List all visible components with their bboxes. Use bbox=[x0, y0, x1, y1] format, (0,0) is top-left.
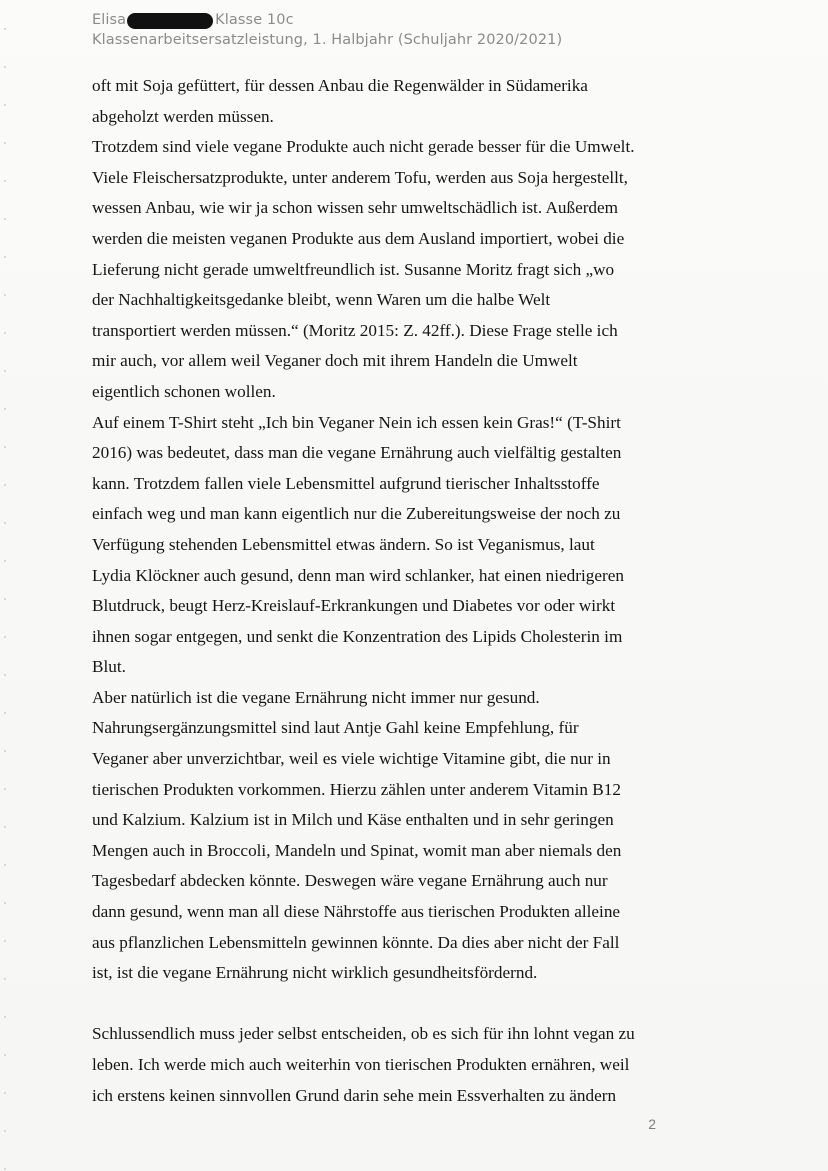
text-line: kann. Trotzdem fallen viele Lebensmittel aufgrund tierischer Inhaltsstoffe bbox=[92, 473, 600, 493]
paragraph bbox=[92, 132, 672, 407]
text-line: Verfügung stehenden Lebensmittel etwas ändern. So ist Veganismus, laut bbox=[92, 534, 595, 554]
text-line: der Nachhaltigkeitsgedanke bleibt, wenn Waren um die halbe Welt bbox=[92, 290, 551, 310]
paragraph bbox=[92, 71, 672, 132]
text-line: transportiert werden müssen.“ (Moritz 2015: Z. 42ff.). Diese Frage stelle ich bbox=[92, 320, 618, 340]
text-line: Auf einem T-Shirt steht „Ich bin Veganer Nein ich essen kein Gras!“ (T-Shirt bbox=[92, 412, 621, 432]
text-line: Blutdruck, beugt Herz-Kreislauf-Erkrankungen und Diabetes vor oder wirkt bbox=[92, 596, 616, 616]
page-number: 2 bbox=[648, 1116, 656, 1132]
paragraph bbox=[92, 408, 672, 683]
text-line: und Kalzium. Kalzium ist in Milch und Käse enthalten und in sehr geringen bbox=[92, 810, 614, 830]
text-line: Lieferung nicht gerade umweltfreundlich ist. Susanne Moritz fragt sich „wo bbox=[92, 259, 615, 279]
header-name-row bbox=[92, 10, 562, 30]
text-line: aus pflanzlichen Lebensmitteln gewinnen könnte. Da dies aber nicht der Fall bbox=[92, 932, 620, 952]
text-line: Mengen auch in Broccoli, Mandeln und Spinat, womit man aber niemals den bbox=[92, 840, 622, 860]
student-name: Elisa bbox=[92, 12, 127, 28]
text-line: dann gesund, wenn man all diese Nährstoffe aus tierischen Produkten alleine bbox=[92, 902, 621, 922]
text-line: leben. Ich werde mich auch weiterhin von tierischen Produkten ernähren, weil bbox=[92, 1055, 630, 1074]
text-line: Aber natürlich ist die vegane Ernährung nicht immer nur gesund. bbox=[92, 687, 540, 707]
text-line: ich erstens keinen sinnvollen Grund darin sehe mein Essverhalten zu ändern bbox=[92, 1085, 617, 1105]
redacted-surname bbox=[127, 13, 213, 29]
text-line: werden die meisten veganen Produkte aus dem Ausland importiert, wobei die bbox=[92, 228, 625, 248]
text-line: einfach weg und man kann eigentlich nur die Zubereitungsweise der noch zu bbox=[92, 504, 621, 524]
text-line: ihnen sogar entgegen, und senkt die Konzentration des Lipids Cholesterin im bbox=[92, 626, 623, 646]
text-line: 2016) was bedeutet, dass man die vegane Ernährung auch vielfältig gestalten bbox=[92, 443, 622, 463]
paragraph bbox=[92, 1019, 672, 1111]
text-line: ist, ist die vegane Ernährung nicht wirklich gesundheitsfördernd. bbox=[92, 963, 538, 983]
page-header bbox=[92, 10, 562, 50]
text-line: Trotzdem sind viele vegane Produkte auch nicht gerade besser für die Umwelt. bbox=[92, 137, 635, 157]
header-subtitle: Klassenarbeitsersatzleistung, 1. Halbjahr (Schuljahr 2020/2021) bbox=[92, 32, 563, 48]
text-line: Blut. bbox=[92, 657, 126, 677]
paragraph-gap bbox=[92, 989, 672, 1020]
text-line: Lydia Klöckner auch gesund, denn man wird schlanker, hat einen niedrigeren bbox=[92, 565, 624, 585]
text-line: oft mit Soja gefüttert, für dessen Anbau die Regenwälder in Südamerika bbox=[92, 76, 588, 95]
text-line: Schlussendlich muss jeder selbst entscheiden, ob es sich für ihn lohnt vegan zu bbox=[92, 1024, 635, 1044]
class-label: Klasse 10c bbox=[215, 12, 294, 28]
text-line: wessen Anbau, wie wir ja schon wissen sehr umweltschädlich ist. Außerdem bbox=[92, 198, 619, 218]
paragraph bbox=[92, 683, 672, 989]
text-line: Tagesbedarf abdecken könnte. Deswegen wäre vegane Ernährung auch nur bbox=[92, 871, 608, 891]
text-line: Veganer aber unverzichtbar, weil es viele wichtige Vitamine gibt, die nur in bbox=[92, 749, 611, 769]
text-line: Viele Fleischersatzprodukte, unter anderem Tofu, werden aus Soja hergestellt, bbox=[92, 167, 628, 187]
text-line: Nahrungsergänzungsmittel sind laut Antje Gahl keine Empfehlung, für bbox=[92, 718, 579, 738]
text-line: abgeholzt werden müssen. bbox=[92, 106, 274, 126]
margin-dots bbox=[0, 0, 8, 1171]
document-body bbox=[92, 71, 672, 1111]
text-line: tierischen Produkten vorkommen. Hierzu zählen unter anderem Vitamin B12 bbox=[92, 779, 621, 799]
text-line: eigentlich schonen wollen. bbox=[92, 381, 276, 401]
text-line: mir auch, vor allem weil Veganer doch mit ihrem Handeln die Umwelt bbox=[92, 351, 578, 371]
